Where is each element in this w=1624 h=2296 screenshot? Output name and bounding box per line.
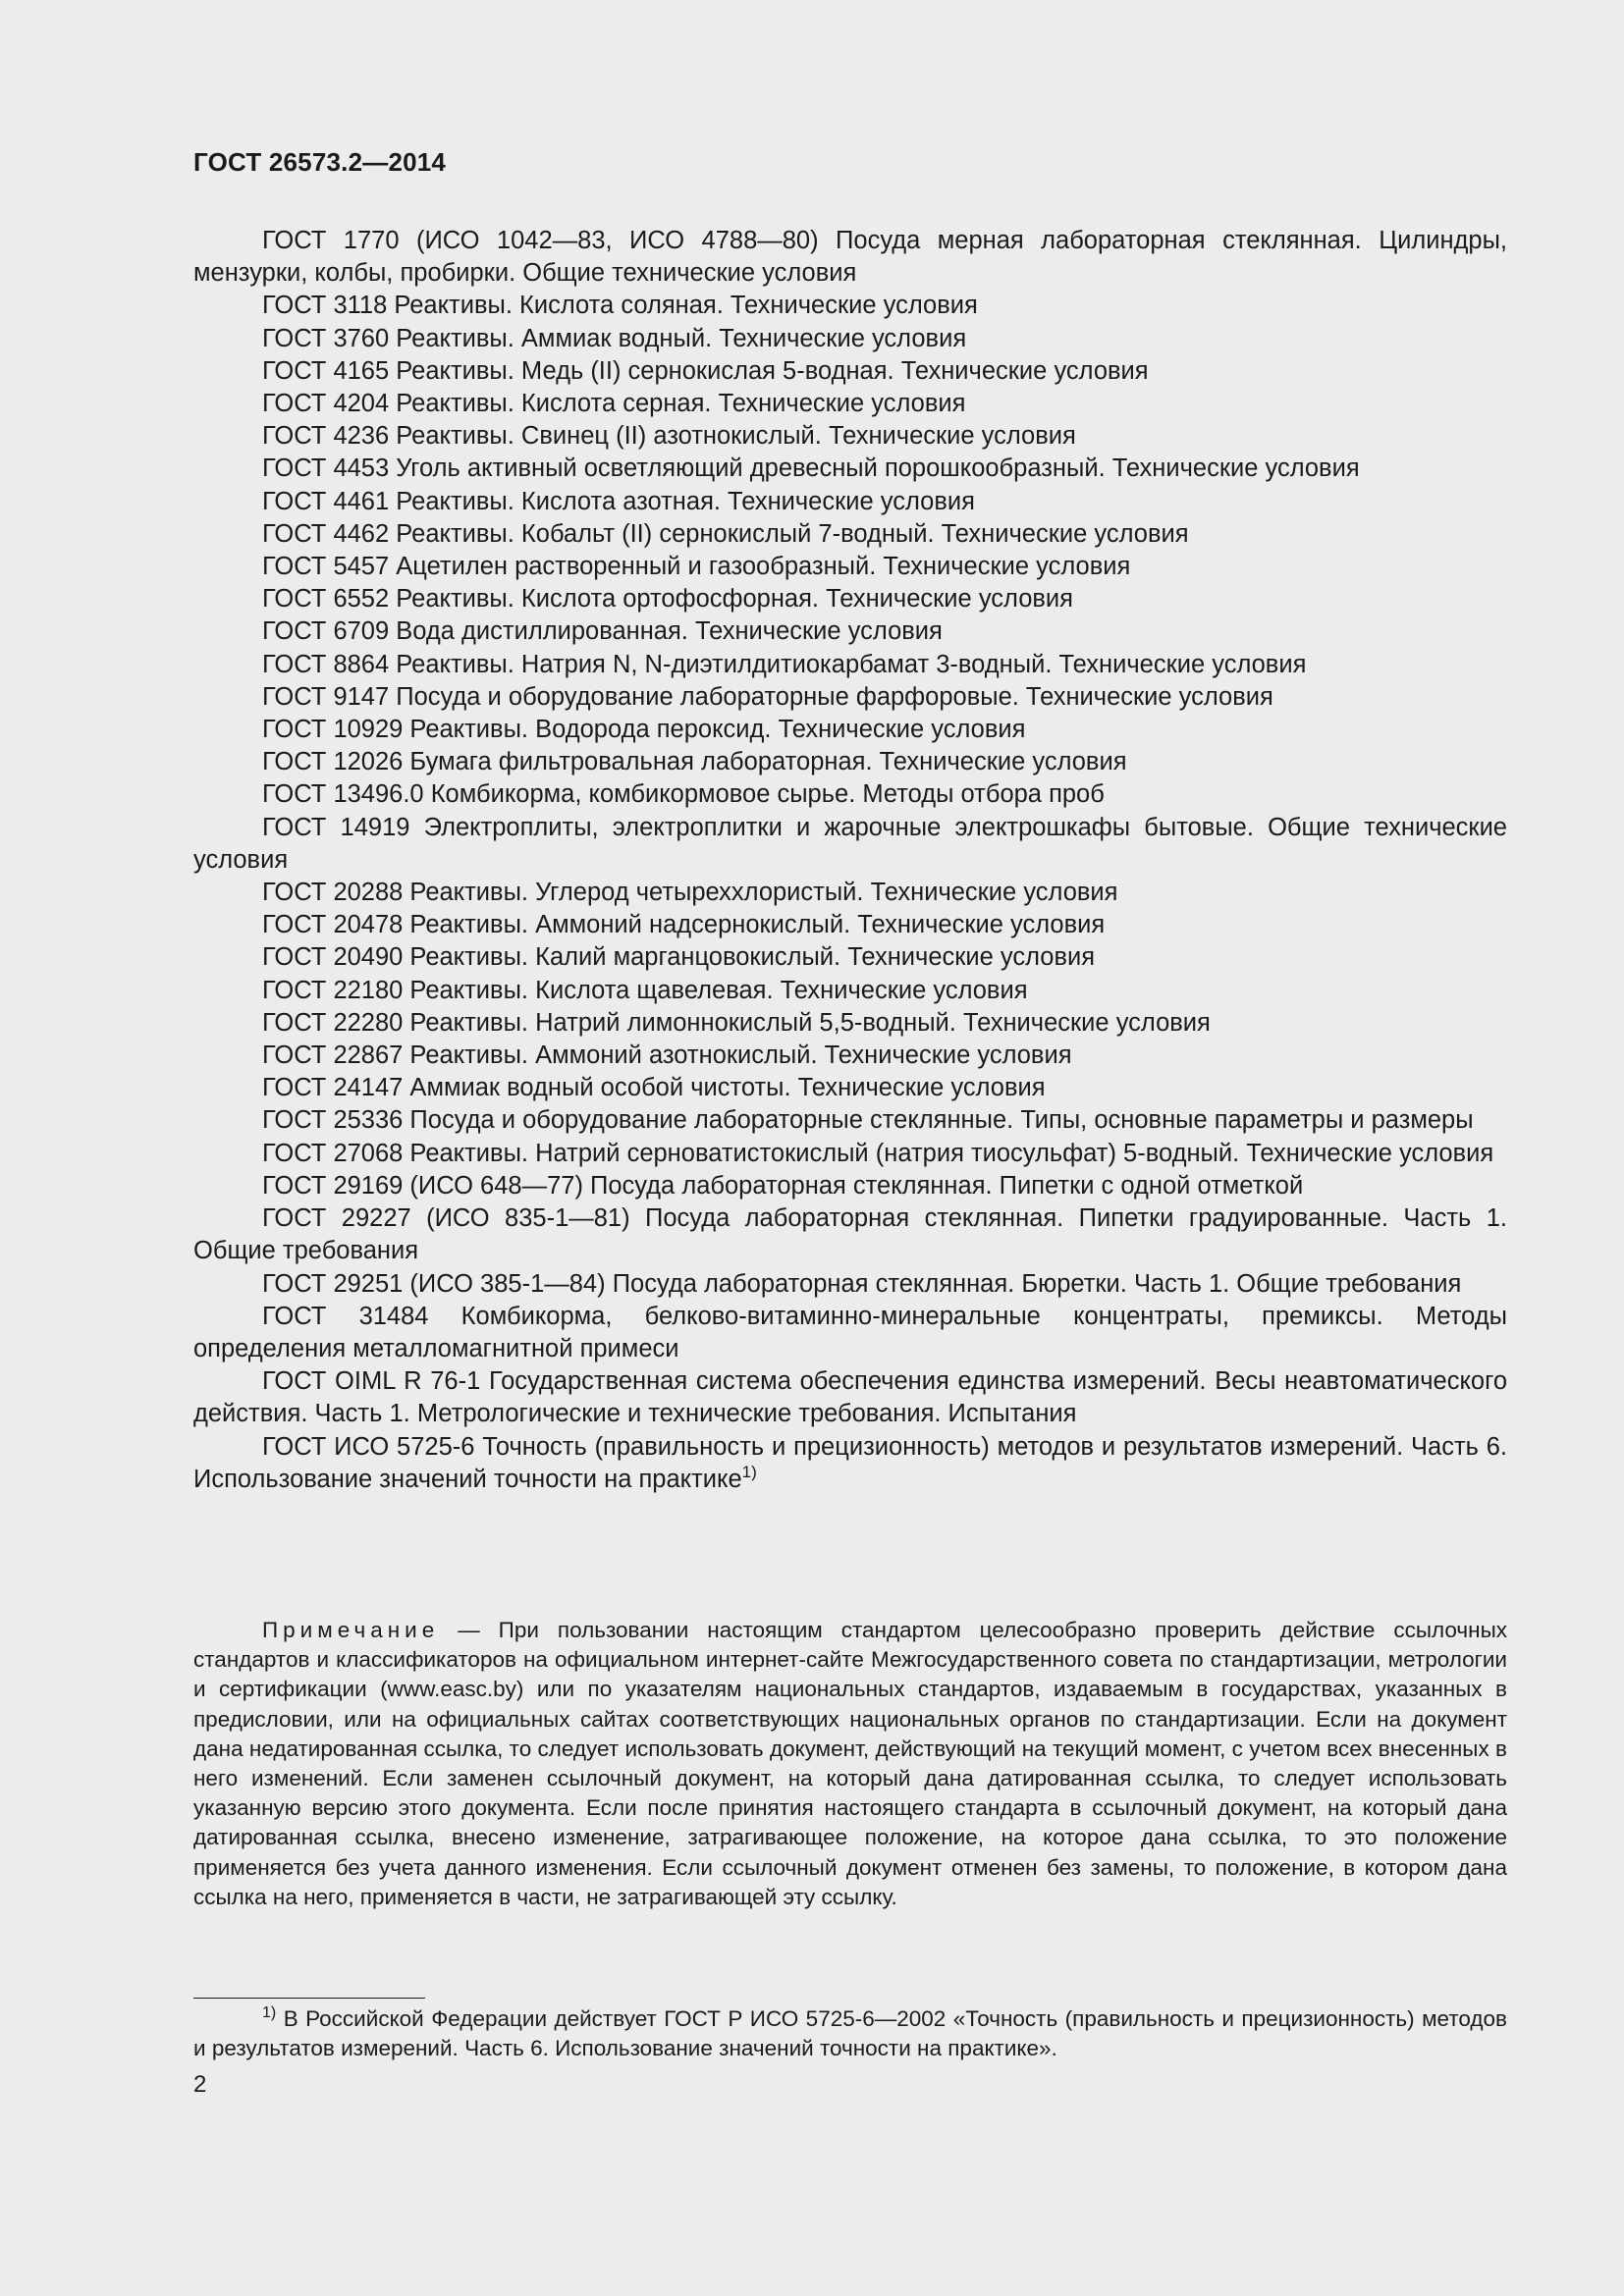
reference-item: ГОСТ 6709 Вода дистиллированная. Технические условия (262, 617, 943, 646)
reference-item: ГОСТ 12026 Бумага фильтровальная лабораторная. Технические условия (262, 748, 1127, 776)
reference-item: ГОСТ 29251 (ИСО 385-1—84) Посуда лабораторная стеклянная. Бюретки. Часть 1. Общие требования (262, 1269, 1462, 1298)
reference-item: ГОСТ 31484 Комбикорма, белково-витаминно-минеральные концентраты, премиксы. Методы определения металломагнитной примеси (193, 1302, 1507, 1362)
reference-item: ГОСТ 4236 Реактивы. Свинец (II) азотнокислый. Технические условия (262, 422, 1076, 451)
note-dash: — (439, 1618, 499, 1642)
reference-item: ГОСТ 13496.0 Комбикорма, комбикормовое сырье. Методы отбора проб (262, 780, 1105, 809)
reference-item: ГОСТ 1770 (ИСО 1042—83, ИСО 4788—80) Посуда мерная лабораторная стеклянная. Цилиндры, мензурки, колбы, пробирки. Общие технические условия (193, 227, 1507, 288)
footnote-mark: 1) (741, 1462, 757, 1481)
reference-item: ГОСТ 24147 Аммиак водный особой чистоты. Технические условия (262, 1074, 1046, 1102)
reference-item: ГОСТ 4462 Реактивы. Кобальт (II) сернокислый 7-водный. Технические условия (262, 519, 1189, 548)
reference-item: ГОСТ 22867 Реактивы. Аммоний азотнокислый. Технические условия (262, 1041, 1072, 1070)
reference-item: ГОСТ 20478 Реактивы. Аммоний надсернокислый. Технические условия (262, 911, 1106, 939)
note-paragraph (193, 1616, 1507, 1912)
reference-item: ГОСТ 5457 Ацетилен растворенный и газообразный. Технические условия (262, 553, 1131, 581)
reference-item: ГОСТ 27068 Реактивы. Натрий серноватистокислый (натрия тиосульфат) 5-водный. Технические условия (262, 1139, 1494, 1167)
reference-item: ГОСТ 20288 Реактивы. Углерод четыреххлористый. Технические условия (262, 879, 1118, 907)
reference-item: ГОСТ 14919 Электроплиты, электроплитки и жарочные электрошкафы бытовые. Общие технические условия (193, 813, 1507, 874)
note-text: При пользовании настоящим стандартом целесообразно проверить действие ссылочных стандартов и классификаторов на официальном интернет-сайте Межгосударственного совета по стандартизации, метрологии и сертификации (www.easc.by) или по указателям национальных стандартов, издаваемым в государствах, указанных в предисловии, или на официальных сайтах соответствующих национальных органов по стандартизации. Если на документ дана недатированная ссылка, то следует использовать документ, действующий на текущий момент, с учетом всех внесенных в него изменений. Если заменен ссылочный документ, на который дана датированная ссылка, то следует использовать указанную версию этого документа. Если после принятия настоящего стандарта в ссылочный документ, на который дана датированная ссылка, внесено изменение, затрагивающее положение, на которое дана ссылка, то это положение применяется без учета данного изменения. Если ссылочный документ отменен без замены, то положение, в котором дана ссылка на него, применяется в части, не затрагивающей эту ссылку. (193, 1618, 1507, 1909)
reference-item: ГОСТ 25336 Посуда и оборудование лабораторные стеклянные. Типы, основные параметры и размеры (262, 1106, 1474, 1135)
reference-item: ГОСТ 8864 Реактивы. Натрия N, N-диэтилдитиокарбамат 3-водный. Технические условия (262, 650, 1307, 678)
footnote (193, 2004, 1507, 2063)
reference-item: ГОСТ 22280 Реактивы. Натрий лимоннокислый 5,5-водный. Технические условия (262, 1008, 1211, 1037)
reference-item: ГОСТ 6552 Реактивы. Кислота ортофосфорная. Технические условия (262, 585, 1073, 614)
reference-item: ГОСТ 20490 Реактивы. Калий марганцовокислый. Технические условия (262, 943, 1096, 972)
normative-references-list (193, 225, 1507, 1496)
footnote-mark: 1) (262, 2004, 277, 2021)
reference-item-last (193, 1431, 1507, 1496)
reference-item: ГОСТ 3118 Реактивы. Кислота соляная. Технические условия (262, 292, 978, 320)
reference-text: ГОСТ ИСО 5725-6 Точность (правильность и прецизионность) методов и результатов измерений. Часть 6. Использование значений точности на практике (193, 1432, 1507, 1493)
page-number: 2 (193, 2071, 207, 2098)
reference-item: ГОСТ 4204 Реактивы. Кислота серная. Технические условия (262, 390, 966, 418)
footnote-divider (193, 1998, 425, 1999)
note-label: Примечание (262, 1618, 440, 1642)
reference-item: ГОСТ 4165 Реактивы. Медь (II) сернокислая 5-водная. Технические условия (262, 356, 1149, 385)
document-header: ГОСТ 26573.2—2014 (193, 147, 447, 177)
reference-item: ГОСТ 3760 Реактивы. Аммиак водный. Технические условия (262, 324, 967, 352)
reference-item: ГОСТ 29227 (ИСО 835-1—81) Посуда лабораторная стеклянная. Пипетки градуированные. Часть 1. Общие требования (193, 1204, 1507, 1265)
reference-item: ГОСТ 22180 Реактивы. Кислота щавелевая. Технические условия (262, 976, 1028, 1004)
reference-item: ГОСТ 4453 Уголь активный осветляющий древесный порошкообразный. Технические условия (262, 454, 1360, 483)
reference-item: ГОСТ 10929 Реактивы. Водорода пероксид. Технические условия (262, 716, 1026, 744)
footnote-text: В Российской Федерации действует ГОСТ Р ИСО 5725-6—2002 «Точность (правильность и прецизионность) методов и результатов измерений. Часть 6. Использование значений точности на практике». (193, 2006, 1507, 2060)
reference-item: ГОСТ OIML R 76-1 Государственная система обеспечения единства измерений. Весы неавтоматического действия. Часть 1. Метрологические и технические требования. Испытания (193, 1367, 1507, 1428)
reference-item: ГОСТ 9147 Посуда и оборудование лабораторные фарфоровые. Технические условия (262, 682, 1273, 711)
reference-item: ГОСТ 29169 (ИСО 648—77) Посуда лабораторная стеклянная. Пипетки с одной отметкой (262, 1171, 1304, 1200)
reference-item: ГОСТ 4461 Реактивы. Кислота азотная. Технические условия (262, 487, 975, 515)
